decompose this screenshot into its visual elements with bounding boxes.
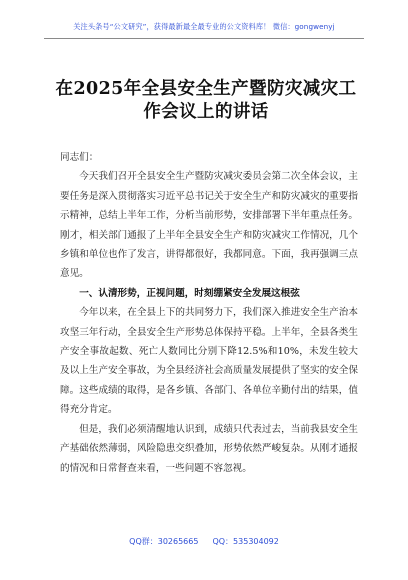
header-banner: 关注头条号“公文研究”，获得最新最全最专业的公文资料库！ 微信：gongwenyj: [73, 22, 335, 31]
header-divider: [44, 38, 364, 39]
footer-qq: QQ：535304092: [212, 537, 279, 546]
salutation: 同志们：: [60, 152, 99, 163]
footer-qq-group: QQ群：30265665: [129, 537, 199, 546]
document-body: [60, 148, 358, 478]
footer-contact: [0, 536, 408, 547]
section-heading: 一、认清形势，正视问题，时刻绷紧安全发展这根弦: [79, 287, 300, 299]
document-title: 在2025年全县安全生产暨防灾减灾工作会议上的讲话: [55, 79, 357, 122]
body-paragraph: 但是，我们必须清醒地认识到，成绩只代表过去，当前我县安全生产基础依然薄弱，风险隐患交织叠加，形势依然严峻复杂。从刚才通报的情况和日常督查来看，一些问题不容忽视。: [60, 423, 358, 474]
body-paragraph: 今天我们召开全县安全生产暨防灾减灾委员会第二次全体会议，主要任务是深入贯彻落实习近平总书记关于安全生产和防灾减灾的重要指示精神，总结上半年工作，分析当前形势，安排部署下半年重点任务。刚才，相关部门通报了上半年全县安全生产和防灾减灾工作情况，几个乡镇和单位也作了发言，讲得都很好，我都同意。下面，我再强调三点意见。: [60, 171, 358, 280]
body-paragraph: 今年以来，在全县上下的共同努力下，我们深入推进安全生产治本攻坚三年行动，全县安全生产形势总体保持平稳。上半年，全县各类生产安全事故起数、死亡人数同比分别下降12.5%和10%，未发生较大及以上生产安全事故，为全县经济社会高质量发展提供了坚实的安全保障。这些成绩的取得，是各乡镇、各部门、各单位辛勤付出的结果，值得充分肯定。: [60, 307, 358, 416]
